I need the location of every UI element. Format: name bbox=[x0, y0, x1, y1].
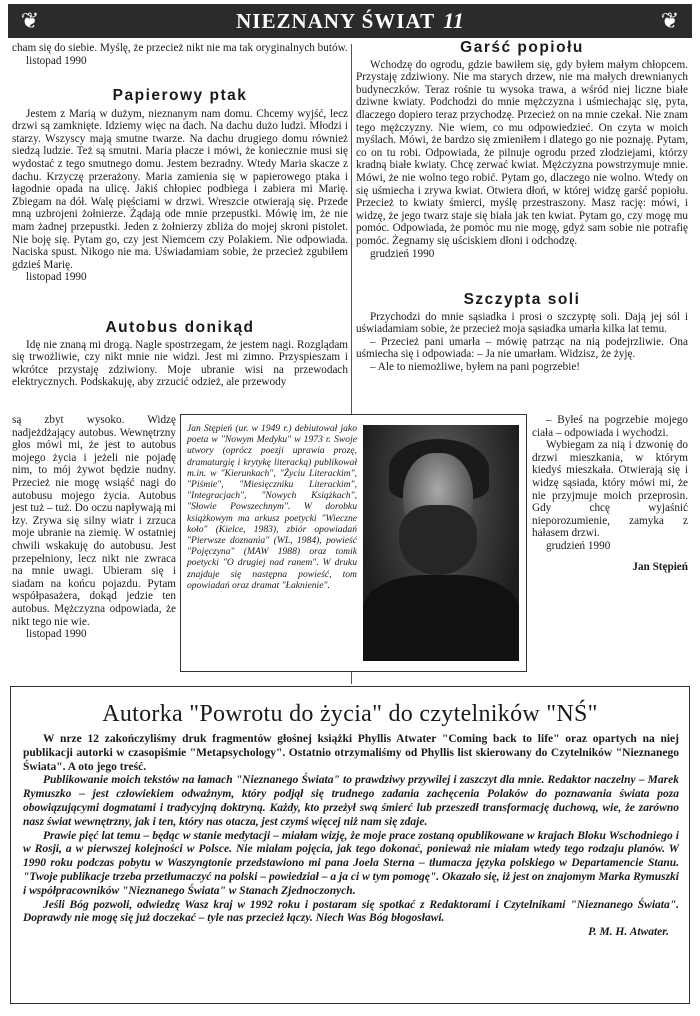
author-bio: Jan Stępień (ur. w 1949 r.) debiutował jako poeta w "Nowym Medyku" w 1973 r. Swoje utwory (oprócz poezji uprawia prozę, dramaturgię i krytykę literacką) publikował m.in. w "Kierunkach", "Życiu Literackim", "Piśmie", "Miesięczniku Literackim", "Integracjach", "Nowych Książkach", "Słowie Powszechnym". W dorobku książkowym ma arkusz poetycki "Wieczne koło" (Kielce, 1983), zbiór opowiadań "Pierwsze doznania" (WL, 1984), powieść "Pojęczyna" (MAW 1988) oraz tomik poetycki "O drugiej nad ranem". W druku znajduje się następna powieść, tom opowiadań oraz dramat "Łaknienie". bbox=[187, 423, 357, 591]
article-body: – Przecież pani umarła – mówię patrząc na nią podejrzliwie. Ona uśmiecha się i odpowiada: – Ja nie umarłam. Widzisz, że żyję. bbox=[356, 335, 688, 361]
article-autobus bbox=[12, 319, 348, 389]
article-szczypta-cont bbox=[532, 414, 688, 573]
article-date: grudzień 1990 bbox=[370, 247, 435, 260]
letter-lead: W nrze 12 zakończyliśmy druk fragmentów głośnej książki Phyllis Atwater "Coming back to life" oraz opartych na niej publikacji autorki w czasopiśmie "Metapsychology". Ostatnio otrzymaliśmy od Phyllis list skierowany do Czytelników "Nieznanego Świata". A oto jego treść. bbox=[23, 733, 679, 773]
atwater-letter-box bbox=[10, 686, 690, 1004]
letter-paragraph: Prawie pięć lat temu – będąc w stanie medytacji – miałam wizję, że moje prace zostaną opublikowane w krajach Bloku Wschodniego i w Rosji, a w pierwszej kolejności w Polsce. Nie miałam pojęcia, jak tego dokonać, ponieważ nie miałam wtedy tego rodzaju planów. W 1990 roku podczas pobytu w Waszyngtonie przedstawiono mi pana Joela Sterna – tłumacza języka polskiego w Departamencie Stanu. "Twoje publikacje trzeba przetłumaczyć na polski – powiedział – a ja ci w tym pomogę". Okazało się, iż jest on znajomym Marka Rymuszki i współpracowników "Nieznanego Świata" w Stanach Zjednoczonych. bbox=[23, 829, 679, 897]
article-title: Autobus donikąd bbox=[105, 319, 255, 336]
article-body: – Byłeś na pogrzebie mojego ciała – odpowiada i wychodzi. bbox=[532, 414, 688, 439]
intro-text: cham się do siebie. Myślę, że przecież nikt nie ma tak oryginalnych butów. bbox=[12, 42, 348, 54]
flourish-icon: ❦ bbox=[660, 8, 680, 33]
article-title: Papierowy ptak bbox=[112, 87, 248, 104]
intro-date: listopad 1990 bbox=[26, 54, 87, 67]
author-bio-box bbox=[180, 414, 527, 672]
author-name: Jan Stępień bbox=[632, 560, 688, 573]
letter-signature: P. M. H. Atwater. bbox=[588, 926, 669, 939]
flourish-icon: ❦ bbox=[20, 8, 40, 33]
article-body: Przychodzi do mnie sąsiadka i prosi o szczyptę soli. Dają jej sól i uświadamiam sobie, że przecież moja sąsiadka umarła kilka lat temu. bbox=[356, 310, 688, 336]
article-body: Wybiegam za nią i dzwonię do drzwi mieszkania, w którym kiedyś mieszkała. Otwierają się i widzę sąsiada, który mówi mi, że nie przyjmuje moich przeprosin. Gdy chcę wyjaśnić nieporozumienie, zamyka z hałasem drzwi. bbox=[532, 439, 688, 540]
letter-body bbox=[23, 733, 679, 940]
letter-paragraph: Jeśli Bóg pozwoli, odwiedzę Wasz kraj w 1992 roku i postaram się spotkać z Redaktorami i Czytelnikami "Nieznanego Świata". Doprawdy nie mogę się już doczekać – tyle nas przecież łączy. Niech Was Bóg błogosławi. bbox=[23, 898, 679, 925]
article-papierowy bbox=[12, 87, 348, 284]
magazine-title: NIEZNANY ŚWIAT bbox=[236, 8, 436, 33]
author-photo bbox=[363, 425, 519, 661]
left-column-intro bbox=[12, 42, 348, 67]
article-garsc bbox=[356, 39, 688, 260]
letter-paragraph: Publikowanie moich tekstów na łamach "Nieznanego Świata" to prawdziwy przywilej i zaszczyt dla mnie. Redaktor naczelny – Marek Rymuszko – jest człowiekiem odważnym, który podjął się trudnego zadania zachęcenia Polaków do poznawania świata poza obowiązującymi dogmatami i tradycyjną doktryną. Każdy, kto przeżył swą śmierć lub przeszedł transformację duchową, wie, że zarówno nasz świat wewnętrzny, jak i ten, który nas otacza, jest czymś więcej niż nam się zdaje. bbox=[23, 774, 679, 828]
article-date: grudzień 1990 bbox=[546, 539, 611, 552]
article-title: Szczypta soli bbox=[463, 291, 581, 308]
article-body: są zbyt wysoko. Widzę nadjeżdżający autobus. Wewnętrzny głos mówi mi, że jest to autobus mojego życia i jeżeli nie pojadę nim, to mój żywot będzie nudny. Przecież nie mogę wsiąść nagi do autobusu mojego życia. Autobus jest tuż – tuż. Do oczu napływają mi łzy. Zrywa się silny wiatr i zrzuca moje ubranie na ziemię. W ostatniej chwili wskakuję do autobusu. Jest przepełniony, lecz nikt nie zwraca na mnie uwagi. Ubieram się i siadam na końcu pojazdu. Pytam współpasażera, dokąd jedzie ten autobus. Mężczyzna odpowiada, że nikt tego nie wie. bbox=[12, 414, 176, 628]
article-date: listopad 1990 bbox=[26, 271, 87, 284]
article-autobus-cont bbox=[12, 414, 176, 641]
article-title: Garść popiołu bbox=[460, 39, 584, 56]
article-szczypta bbox=[356, 291, 688, 374]
article-body: – Ale to niemożliwe, byłem na pani pogrzebie! bbox=[370, 360, 581, 373]
article-body: Wchodzę do ogrodu, gdzie bawiłem się, gdy byłem małym chłopcem. Przystaję zdziwiony. Nie ma starych drzew, nie ma małych drewnianych budyneczków. Teraz rośnie tu wysoka trawa, a wśród niej liczne białe dziwne kwiaty. Podchodzi do mnie mężczyzna i uśmiechając się, pyta, dlaczego dopiero teraz przychodzę. Przecież on na mnie czekał. Nie znam tego mężczyzny. Nie wiem, co mu odpowiedzieć. On czyta w moich myślach. Mówi, że bardzo się zmieniłem i dlatego go nie poznaję. Pytam, co on tu robi. Odpowiada, że pilnuje ogrodu przed złodziejami, którzy kradną białe kwiaty. Chcę zerwać kwiat. Mężczyzna powstrzymuje mnie. Mówi, że nie wolno tego robić. Pytam go, dlaczego nie wolno. Wtedy on się uśmiecha i zrywa kwiat. Otwiera dłoń, w której widzę garść popiołu. Przecież to kwiaty śmierci, myślę przestraszony. Masz rację: mówi, i widzę, że jego twarz staje się biała jak ten kwiat. Pytam go, czy mogę mu pomóc. Odpowiada, że pomóc mu nie mogę, gdyż sam sobie nie potrafię pomóc. Żegnamy się uściskiem dłoni i odchodzę. bbox=[356, 58, 688, 247]
issue-number: 11 bbox=[443, 8, 464, 33]
article-date: listopad 1990 bbox=[26, 628, 87, 641]
page-header bbox=[8, 4, 692, 38]
article-body: Idę nie znaną mi drogą. Nagle spostrzegam, że jestem nagi. Rozglądam się trwożliwie, czy nikt mnie nie widzi. Jest mi zimno. Przyspieszam i wkrótce przystaję zdziwiony. Moje ubranie wisi na przewodach elektrycznych. Podskakuję, aby zrzucić odzież, ale przewody bbox=[12, 338, 348, 389]
letter-title: Autorka "Powrotu do życia" do czytelników "NŚ" bbox=[102, 701, 598, 727]
article-body: Jestem z Marią w dużym, nieznanym nam domu. Chcemy wyjść, lecz drzwi są zamknięte. Idziemy więc na dach. Na dachu dużo ludzi. Młodzi i starzy. Wszyscy mają smutne twarze. Na dachu drugiego domu również siedzą ludzie. Też są smutni. Maria płacze i mówi, że koniecznie musi się wydostać z tego smutnego domu. Jestem bezradny. Wtedy Maria skacze z dachu. Krzyczę przerażony. Maria zamienia się w papierowego ptaka i łagodnie opada na ulicę. Jakiś chłopiec podbiega i zabiera mi Marię. Zbiegam na dół. Walę pięściami w drzwi. Wreszcie otwierają się. Przede mną uzbrojeni żołnierze. Żądają ode mnie przepustki. Mówię im, że nie mam żadnej przepustki. Jeden z żołnierzy zbliża do mojej skroni pistolet. Nie boję się. Pytam go, czy jest Niemcem czy Polakiem. Nie odpowiada. Naciska spust. Nikogo nie ma. Uświadamiam sobie, że przecież zgubiłem gdzieś Marię. bbox=[12, 107, 348, 271]
